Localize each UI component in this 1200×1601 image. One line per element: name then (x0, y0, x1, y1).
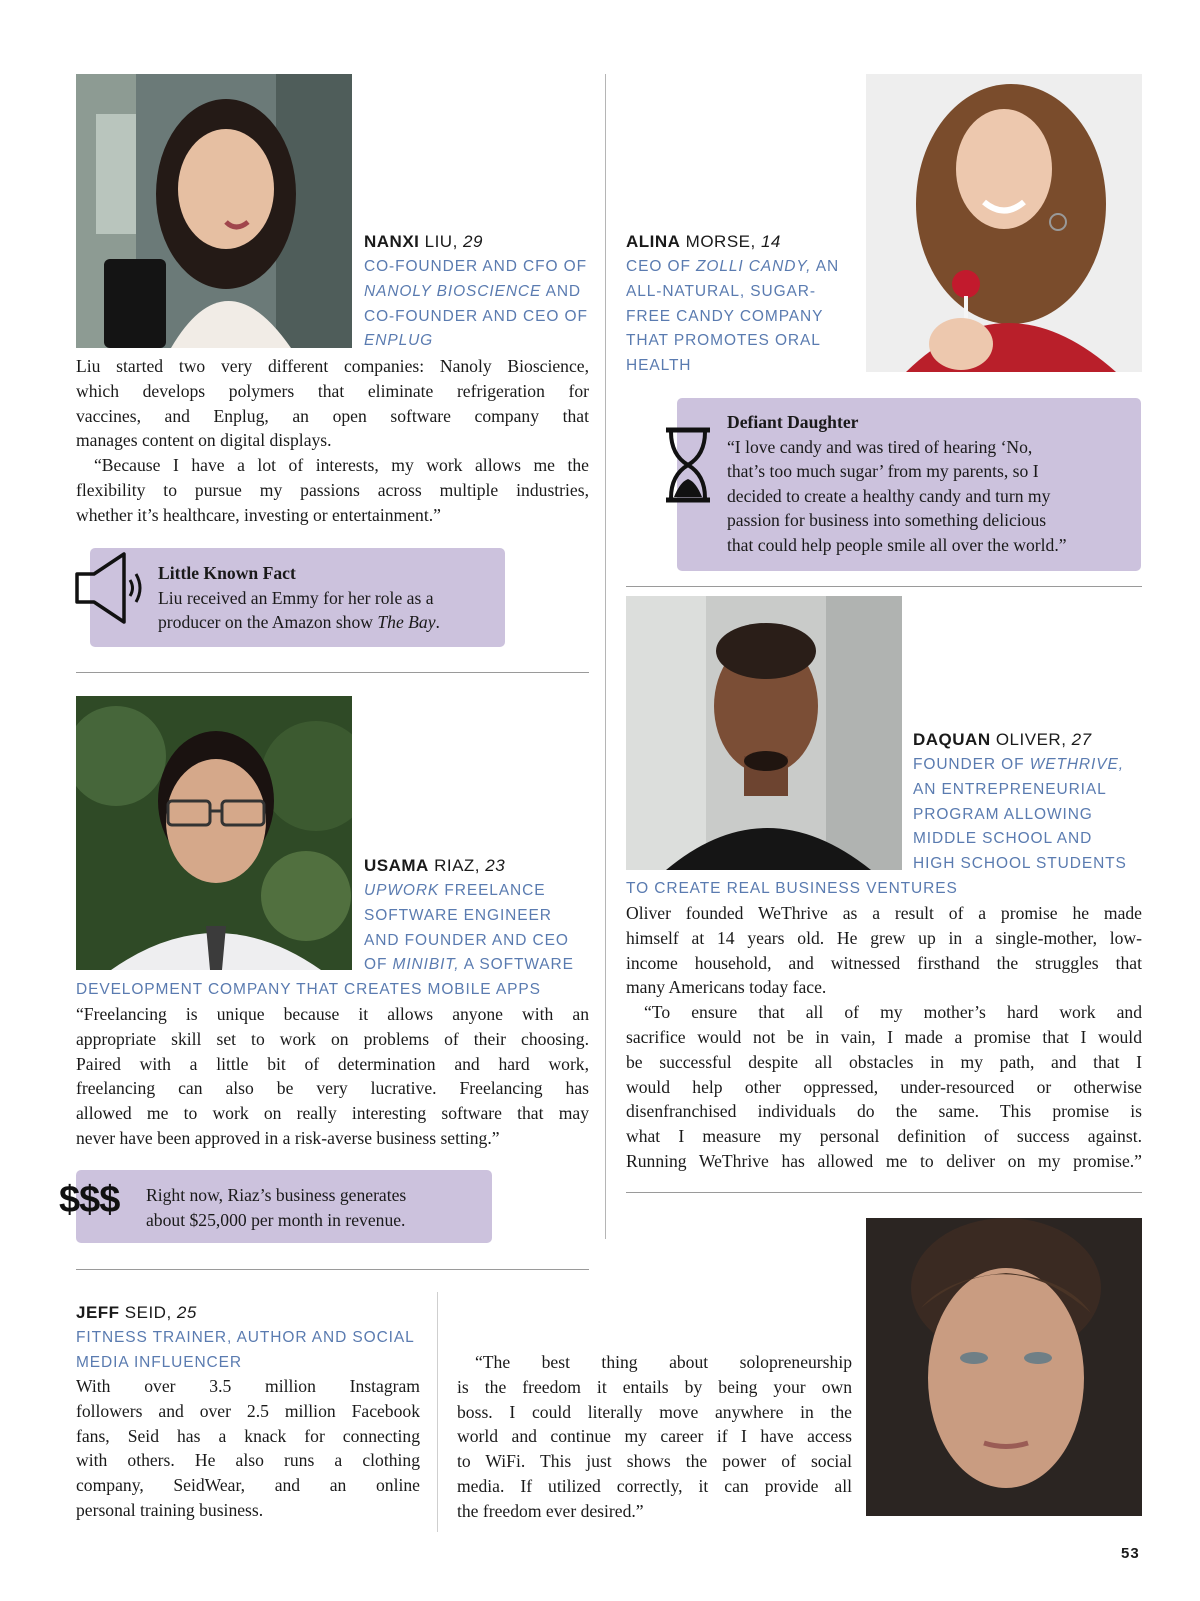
usama-riaz-role: UPWORK FREELANCE SOFTWARE ENGINEER AND FOUNDER AND CEO OF MINIBIT, A SOFTWARE (364, 882, 574, 974)
nanxi-liu-role: CO-FOUNDER AND CFO OF NANOLY BIOSCIENCE AND CO-FOUNDER AND CEO OF ENPLUG (364, 258, 588, 350)
usama-riaz-name: USAMA RIAZ, 23 (364, 856, 506, 875)
divider-liu-riaz (76, 672, 589, 673)
daquan-oliver-role: FOUNDER OF WETHRIVE, AN ENTREPRENEURIAL PROGRAM ALLOWING MIDDLE SCHOOL AND HIGH SCHOOL STUDENTS (913, 756, 1127, 873)
liu-fact-text: Little Known Fact Liu received an Emmy for her role as a producer on the Amazon show The Bay. (158, 563, 440, 632)
divider-riaz-seid (76, 1269, 589, 1270)
jeff-seid-quote: “The best thing about solopreneurship is the freedom it entails by being your own boss. I could literally move anywhere in the world and continue my career if I have access to WiFi. This just shows the power of social media. If utilized correctly, it can provide all the freedom ever desired.” (457, 1352, 852, 1521)
seid-column-divider (437, 1292, 438, 1532)
dollar-signs-icon: $$$ (59, 1179, 120, 1221)
morse-quote-text: Defiant Daughter “I love candy and was tired of hearing ‘No, that’s too much sugar’ from my parents, so I decided to create a healthy candy and turn my passion for business into something delicious that could help people smile all over the world.” (727, 412, 1067, 555)
jeff-seid-photo (866, 1218, 1142, 1516)
riaz-revenue-text: Right now, Riaz’s business generates about $25,000 per month in revenue. (146, 1185, 407, 1230)
divider-morse-oliver (626, 586, 1142, 587)
nanxi-liu-photo (76, 74, 352, 348)
alina-morse-photo (866, 74, 1142, 372)
speaker-icon (74, 550, 146, 626)
divider-oliver-seid (626, 1192, 1142, 1193)
daquan-oliver-name: DAQUAN OLIVER, 27 (913, 730, 1092, 749)
page-number: 53 (1121, 1545, 1140, 1562)
usama-riaz-photo (76, 696, 352, 970)
nanxi-liu-bio: Liu started two very different companies: Nanoly Bioscience, which develops polymers that eliminate refrigeration for vaccines, and Enplug, an open software company that manages content on digital displays. “Because I have a lot of interests, my work allows me the flexibility to pursue my passions across multiple industries, whether it’s healthcare, investing or entertainment.” (76, 356, 589, 525)
nanxi-liu-name: NANXI LIU, 29 (364, 232, 483, 251)
daquan-oliver-photo (626, 596, 902, 870)
center-column-divider (605, 74, 606, 1239)
daquan-oliver-bio: Oliver founded WeThrive as a result of a promise he made himself at 14 years old. He grew up in a single-mother, low- income household, and witnessed firsthand the struggles that many Americans today face. “To ensure that all of my mother’s hard work and sacrifice would not be in vain, I made a promise that I would be successful despite all obstacles in my path, and that I would help other oppressed, under-resourced or otherwise disenfranchised individuals do the same. This promise is what I measure my personal definition of success against. Running WeThrive has allowed me to deliver on my promise.” (626, 903, 1142, 1171)
jeff-seid-role: FITNESS TRAINER, AUTHOR AND SOCIAL MEDIA INFLUENCER (76, 1329, 415, 1371)
hourglass-icon (660, 427, 716, 503)
alina-morse-name: ALINA MORSE, 14 (626, 232, 781, 251)
usama-riaz-role-cont: DEVELOPMENT COMPANY THAT CREATES MOBILE APPS (76, 981, 541, 998)
jeff-seid-name: JEFF SEID, 25 (76, 1303, 197, 1322)
jeff-seid-bio: With over 3.5 million Instagram followers and over 2.5 million Facebook fans, Seid has a knack for connecting with others. He also runs a clothing company, SeidWear, and an online personal training business. (76, 1376, 420, 1520)
alina-morse-role: CEO OF ZOLLI CANDY, AN ALL-NATURAL, SUGAR- FREE CANDY COMPANY THAT PROMOTES ORAL HEALTH (626, 258, 840, 375)
daquan-oliver-role-cont: TO CREATE REAL BUSINESS VENTURES (626, 880, 958, 897)
usama-riaz-quote: “Freelancing is unique because it allows anyone with an appropriate skill set to work on problems of their choosing. Paired with a little bit of determination and hard work, freelancing can also be very lucrative. Freelancing has allowed me to work on really interesting software that may never have been approved in a risk-averse business setting.” (76, 1004, 589, 1148)
